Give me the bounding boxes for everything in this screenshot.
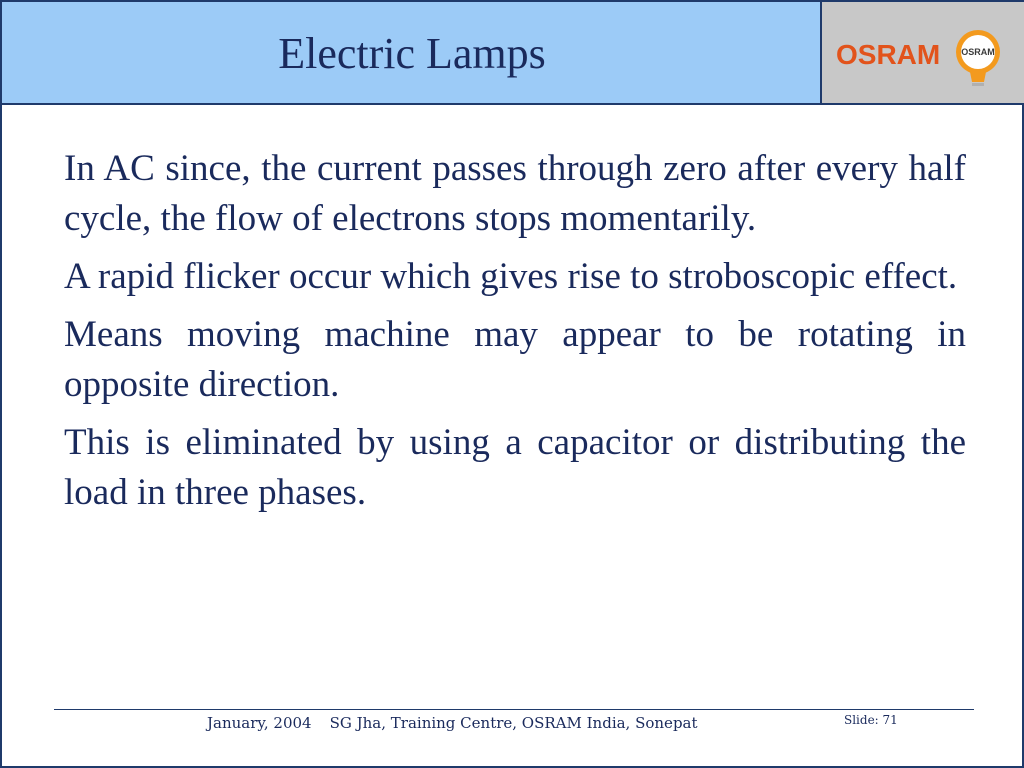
osram-logo [822,2,1024,105]
paragraph-1: In AC since, the current passes through zero after every half cycle, the flow of electrons stops momentarily. [64,148,966,239]
paragraph-3: Means moving machine may appear to be rotating in opposite direction. [64,314,966,405]
logo-bulb-text: OSRAM [961,47,995,57]
paragraph-4: This is eliminated by using a capacitor or distributing the load in three phases. [64,422,966,513]
slide-body [64,144,966,526]
footer-author: SG Jha, Training Centre, OSRAM India, Sonepat [329,714,698,732]
slide-number: Slide: 71 [844,713,898,727]
slide-title: Electric Lamps [278,29,546,78]
lightbulb-icon [952,28,1004,88]
footer-divider [54,709,974,710]
logo-wordmark: OSRAM [836,39,941,70]
footer-date: January, 2004 [207,714,312,732]
footer [207,714,698,732]
title-bar [2,2,822,105]
paragraph-2: A rapid flicker occur which gives rise to stroboscopic effect. [64,256,958,297]
